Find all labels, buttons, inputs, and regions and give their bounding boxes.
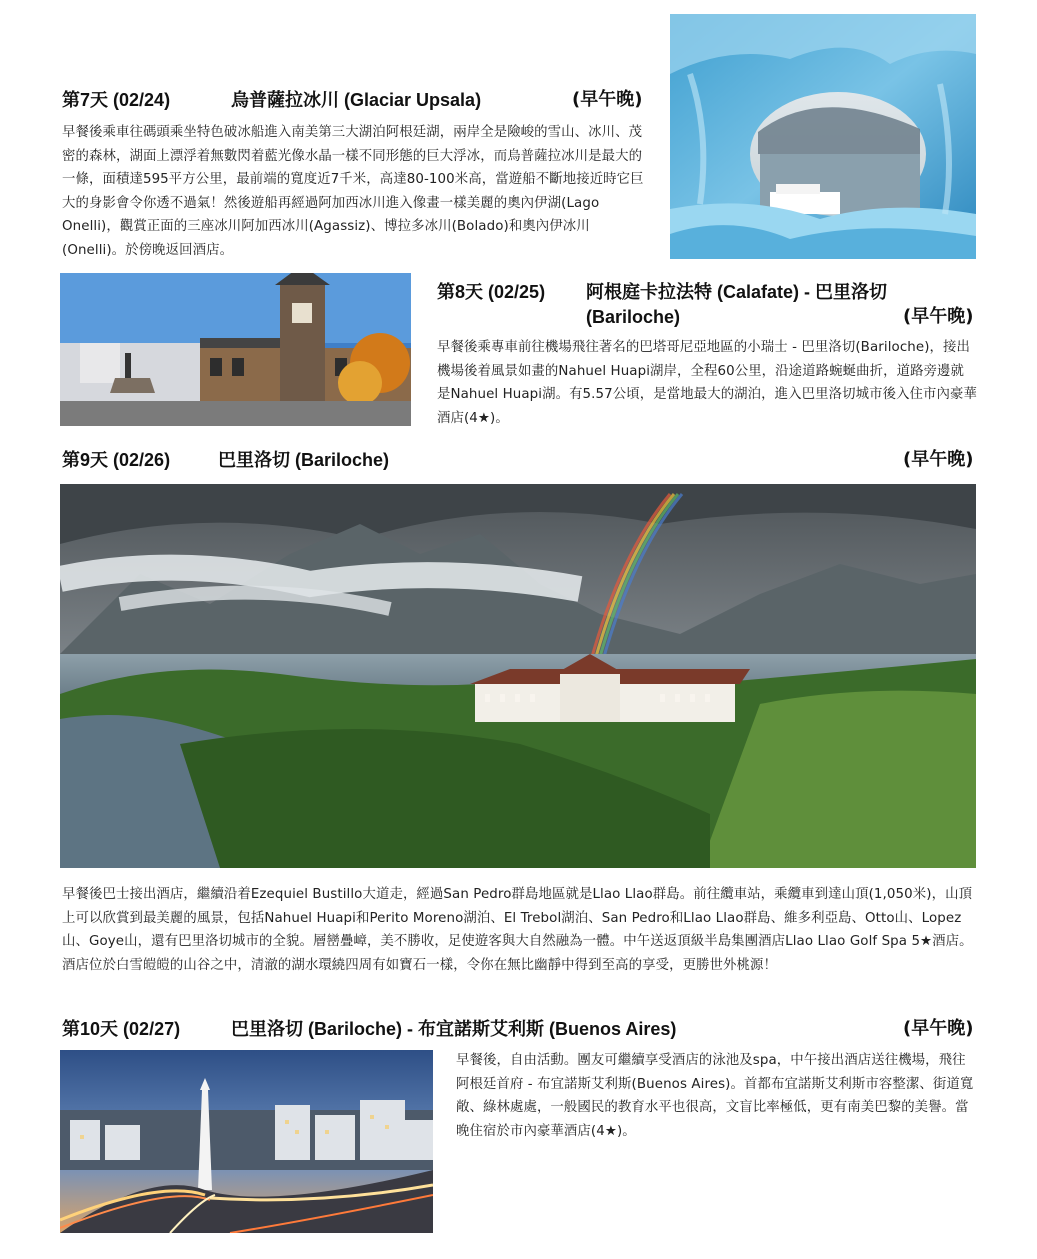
day8-place-line2: (Bariloche) xyxy=(586,307,681,327)
day7-heading xyxy=(62,88,170,112)
day8-date: (02/25) xyxy=(488,282,546,302)
day9-date: (02/26) xyxy=(113,450,171,470)
day9-description: 早餐後巴士接出酒店，繼續沿着Ezequiel Bustillo大道走，經過San Pedro群島地區就是Llao Llao群島。前往纜車站，乘纜車到達山頂(1,050米)，山頂上可以欣賞到最美麗的風景，包括Nahuel Huapi和Perito Moreno湖泊、El Trebol湖泊、San Pedro和Llao Llao群島、維多利亞島、Otto山、Lopez山、Goye山，還有巴里洛切城市的全貌。層巒疊嶂，美不勝收，足使遊客與大自然融為一體。中午送返頂級半島集團酒店Llao Llao Golf Spa 5★酒店。酒店位於白雪皚皚的山谷之中，清澈的湖水環繞四周有如寶石一樣，令你在無比幽靜中得到至高的享受，更勝世外桃源！ xyxy=(62,887,973,973)
day8-heading xyxy=(437,280,545,304)
day7-date: (02/24) xyxy=(113,90,171,110)
day7-meals: (早午晚) xyxy=(572,89,643,110)
buenos-aires-photo xyxy=(60,1050,433,1233)
day8-place-line1: 阿根庭卡拉法特 (Calafate) - 巴里洛切 xyxy=(586,282,888,302)
day10-date: (02/27) xyxy=(123,1019,181,1039)
day8-description: 早餐後乘專車前往機場飛往著名的巴塔哥尼亞地區的小瑞士 - 巴里洛切(Bariloche)，接出機場後着風景如畫的Nahuel Huapi湖岸，全程60公里，沿途道路蜿蜒曲折，道路旁邊就是Nahuel Huapi湖。有5.57公頃，是當地最大的湖泊，進入巴里洛切城市後入住市內豪華酒店(4★)。 xyxy=(437,340,978,426)
day9-heading xyxy=(62,448,170,472)
day7-description: 早餐後乘車往碼頭乘坐特色破冰船進入南美第三大湖泊阿根廷湖，兩岸全是險峻的雪山、冰川、茂密的森林，湖面上漂浮着無數閃着藍光像水晶一樣不同形態的巨大浮冰，而烏普薩拉冰川是最大的一條，面積達595平方公里，最前端的寬度近7千米，高達80-100米高，當遊船不斷地接近時它巨大的身影會令你透不過氣！然後遊船再經過阿加西冰川進入像畫一樣美麗的奧內伊湖(Lago Onelli)，觀賞正面的三座冰川阿加西冰川(Agassiz)、博拉多冰川(Bolado)和奧內伊冰川(Onelli)。於傍晚返回酒店。 xyxy=(62,125,644,258)
day8-meals: (早午晚) xyxy=(903,306,974,327)
day9-meals: (早午晚) xyxy=(903,449,974,470)
day10-heading xyxy=(62,1017,180,1041)
day10-meals: (早午晚) xyxy=(903,1018,974,1039)
day9-place: 巴里洛切 (Bariloche) xyxy=(218,450,390,470)
day8-day: 第8天 xyxy=(437,282,484,302)
llao-llao-photo xyxy=(60,484,976,868)
day10-place: 巴里洛切 (Bariloche) - 布宜諾斯艾利斯 (Buenos Aires) xyxy=(231,1019,677,1039)
bariloche-town-photo xyxy=(60,273,411,426)
day7-day: 第7天 xyxy=(62,90,109,110)
day10-day: 第10天 xyxy=(62,1019,119,1039)
day7-place: 烏普薩拉冰川 (Glaciar Upsala) xyxy=(231,90,482,110)
day10-description: 早餐後，自由活動。團友可繼續享受酒店的泳池及spa，中午接出酒店送往機場，飛往阿根廷首府 - 布宜諾斯艾利斯(Buenos Aires)。首都布宜諾斯艾利斯市容整潔、街道寬敞、綠林處處，一般國民的教育水平也很高，文盲比率極低，更有南美巴黎的美譽。當晚住宿於市內豪華酒店(4★)。 xyxy=(456,1053,974,1139)
day9-day: 第9天 xyxy=(62,450,109,470)
glacier-photo xyxy=(670,14,976,259)
